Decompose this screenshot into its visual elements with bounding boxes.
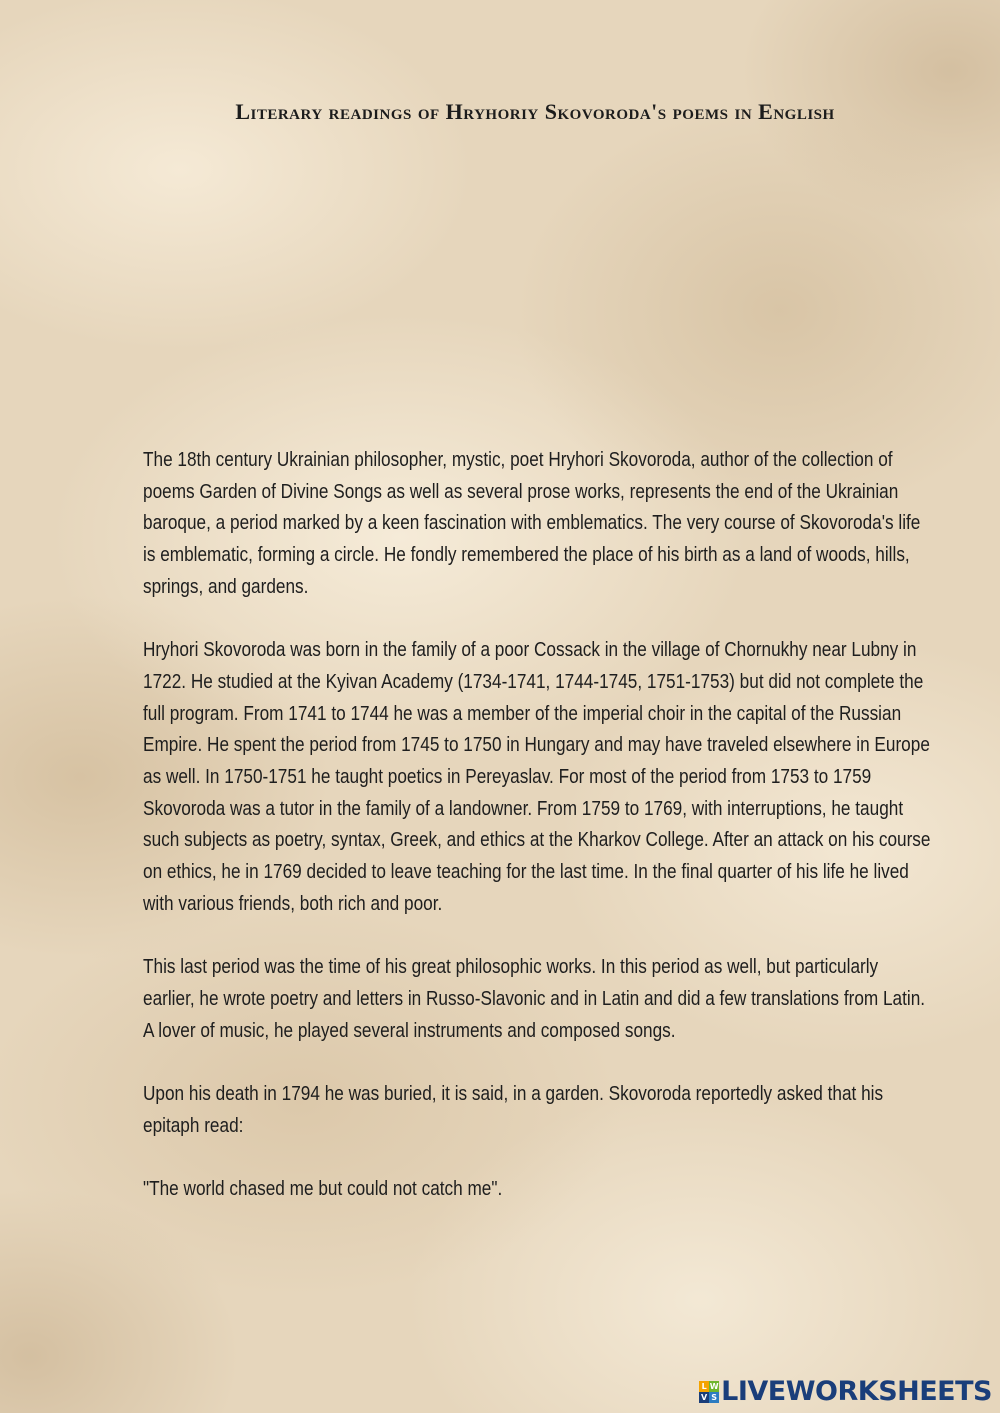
brand-name: LIVEWORKSHEETS — [721, 1376, 992, 1407]
paragraph-last-period: This last period was the time of his great philosophic works. In this period as well, but particularly earlier, he wrote poetry and letters in Russo-Slavonic and in Latin and did a few translations from Latin. A lover of music, he played several instruments and composed songs. — [143, 956, 926, 1042]
logo-tile: W — [709, 1381, 719, 1391]
paragraph-death: Upon his death in 1794 he was buried, it is said, in a garden. Skovoroda reportedly asked that his epitaph read: — [143, 1083, 884, 1137]
liveworksheets-brand[interactable] — [699, 1376, 992, 1407]
paragraph-biography: Hryhori Skovoroda was born in the family of a poor Cossack in the village of Chornukhy near Lubny in 1722. He studied at the Kyivan Academy (1734-1741, 1744-1745, 1751-1753) but did not complete the full program. From 1741 to 1744 he was a member of the imperial choir in the capital of the Russian Empire. He spent the period from 1745 to 1750 in Hungary and may have traveled elsewhere in Europe as well. In 1750-1751 he taught poetics in Pereyaslav. For most of the period from 1753 to 1759 Skovoroda was a tutor in the family of a landowner. From 1759 to 1769, with interruptions, he taught such subjects as poetry, syntax, Greek, and ethics at the Kharkov College. After an attack on his course on ethics, he in 1769 decided to leave teaching for the last time. In the final quarter of his life he lived with various friends, both rich and poor. — [143, 639, 931, 915]
paragraph-epitaph: "The world chased me but could not catch me". — [143, 1178, 503, 1201]
body-text — [143, 445, 933, 1238]
logo-tile: S — [709, 1392, 719, 1403]
page-title: Literary readings of Hryhoriy Skovoroda's poems in English — [235, 99, 835, 124]
paragraph-intro: The 18th century Ukrainian philosopher, mystic, poet Hryhori Skovoroda, author of the collection of poems Garden of Divine Songs as well as several prose works, represents the end of the Ukrainian baroque, a period marked by a keen fascination with emblematics. The very course of Skovoroda's life is emblematic, forming a circle. He fondly remembered the place of his birth as a land of woods, hills, springs, and gardens. — [143, 449, 921, 598]
logo-tile: V — [701, 1392, 708, 1402]
liveworksheets-logo-icon — [699, 1381, 719, 1403]
logo-tile: L — [699, 1381, 709, 1392]
